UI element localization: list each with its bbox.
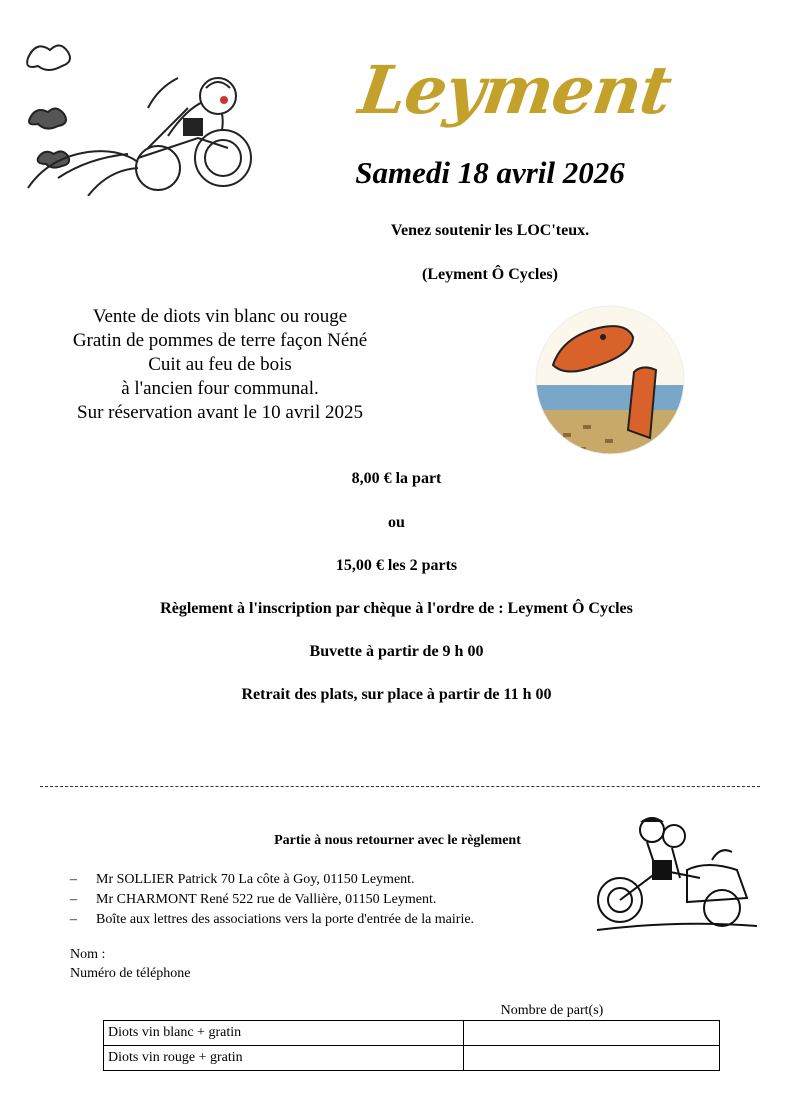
sausage-illustration — [533, 305, 688, 455]
table-row — [104, 1046, 720, 1071]
association-name: (Leyment Ô Cycles) — [422, 266, 558, 283]
event-date: Samedi 18 avril 2026 — [355, 155, 625, 190]
portion-count-field[interactable] — [464, 1021, 720, 1046]
bullet-dash: – — [70, 912, 77, 927]
menu-description — [30, 305, 410, 425]
motorcycle-illustration — [18, 18, 268, 196]
return-form-title: Partie à nous retourner avec le règlement — [274, 833, 521, 848]
list-item — [70, 870, 590, 890]
payment-info: Règlement à l'inscription par chèque à l'ordre de : Leyment Ô Cycles — [160, 600, 633, 617]
order-table — [103, 1020, 720, 1071]
pickup-info: Retrait des plats, sur place à partir de 11 h 00 — [241, 686, 552, 703]
portions-column-header: Nombre de part(s) — [500, 1003, 604, 1018]
bullet-dash: – — [70, 872, 77, 887]
support-line: Venez soutenir les LOC'teux. — [390, 222, 590, 239]
price-double: 15,00 € les 2 parts — [335, 557, 458, 574]
price-single: 8,00 € la part — [351, 470, 442, 487]
table-row — [104, 1021, 720, 1046]
sidecar-illustration — [592, 800, 762, 938]
table-cell-label: Diots vin blanc + gratin — [104, 1021, 464, 1046]
logo-text: Leyment — [354, 51, 676, 129]
list-item — [70, 910, 590, 930]
name-field-label: Nom : — [70, 947, 106, 962]
contact-text: Mr CHARMONT René 522 rue de Vallière, 01150 Leyment. — [96, 892, 437, 907]
menu-line: Sur réservation avant le 10 avril 2025 — [77, 402, 363, 423]
menu-line: Gratin de pommes de terre façon Néné — [72, 330, 368, 351]
table-cell-label: Diots vin rouge + gratin — [104, 1046, 464, 1071]
contact-text: Mr SOLLIER Patrick 70 La côte à Goy, 01150 Leyment. — [96, 872, 415, 887]
bullet-dash: – — [70, 892, 77, 907]
bar-info: Buvette à partir de 9 h 00 — [309, 643, 484, 660]
cut-line-divider — [40, 786, 760, 787]
menu-line: Vente de diots vin blanc ou rouge — [92, 306, 348, 327]
list-item — [70, 890, 590, 910]
menu-line: à l'ancien four communal. — [121, 378, 319, 399]
portion-count-field[interactable] — [464, 1046, 720, 1071]
contact-text: Boîte aux lettres des associations vers la porte d'entrée de la mairie. — [96, 912, 475, 927]
price-or: ou — [388, 514, 405, 531]
contact-list — [70, 870, 590, 930]
menu-line: Cuit au feu de bois — [148, 354, 292, 375]
phone-field-label: Numéro de téléphone — [70, 966, 191, 981]
